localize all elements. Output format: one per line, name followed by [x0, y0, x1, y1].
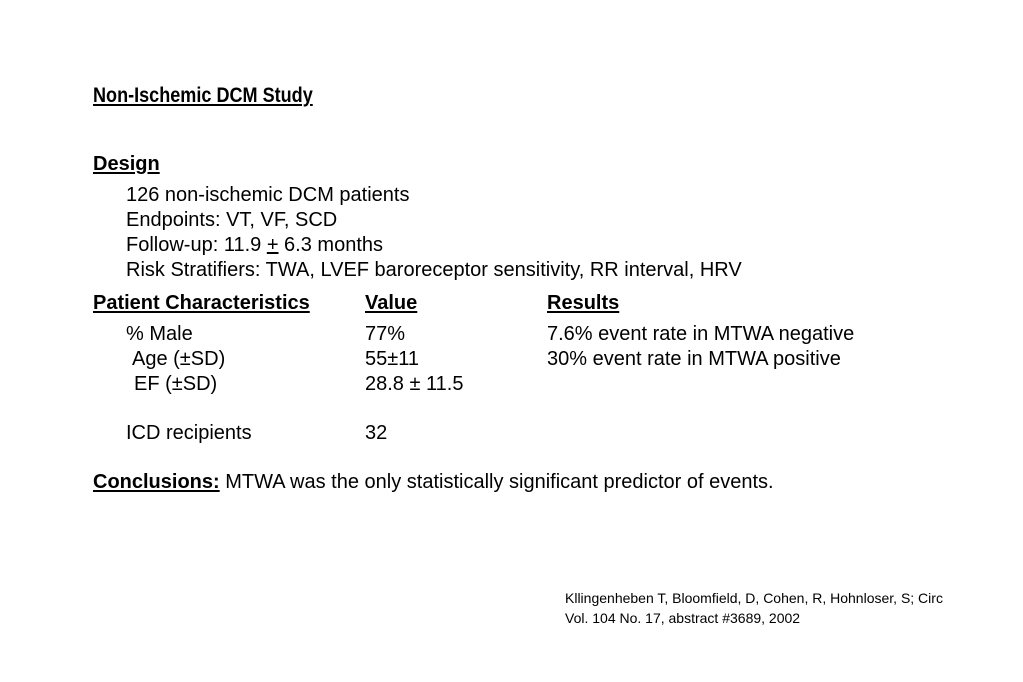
row-male-label: % Male — [126, 323, 193, 345]
row-age-result: 30% event rate in MTWA positive — [547, 348, 841, 370]
citation-line-2: Vol. 104 No. 17, abstract #3689, 2002 — [565, 610, 801, 626]
header-results: Results — [547, 292, 620, 314]
citation — [565, 588, 943, 628]
design-line-endpoints: Endpoints: VT, VF, SCD — [126, 209, 338, 231]
followup-prefix: Follow-up: 11.9 — [126, 234, 267, 256]
row-male-result: 7.6% event rate in MTWA negative — [547, 323, 855, 345]
header-value: Value — [365, 292, 418, 314]
conclusions-label: Conclusions: — [93, 471, 220, 493]
row-male-value: 77% — [365, 323, 406, 345]
row-ef-value: 28.8 ± 11.5 — [365, 373, 464, 395]
design-heading: Design — [93, 153, 160, 175]
followup-suffix: 6.3 months — [278, 234, 384, 256]
row-ef-label: EF (±SD) — [134, 373, 218, 395]
conclusions-line — [93, 471, 774, 494]
design-line-followup — [126, 234, 383, 257]
row-icd-label: ICD recipients — [126, 422, 252, 444]
citation-line-1: Kllingenheben T, Bloomfield, D, Cohen, R, Hohnloser, S; Circ — [565, 590, 943, 606]
row-age-label: Age (±SD) — [132, 348, 226, 370]
row-age-value: 55±11 — [365, 348, 419, 370]
design-line-patients: 126 non-ischemic DCM patients — [126, 184, 410, 206]
slide-title: Non-Ischemic DCM Study — [93, 84, 313, 107]
header-patient-characteristics: Patient Characteristics — [93, 292, 310, 314]
design-line-stratifiers: Risk Stratifiers: TWA, LVEF baroreceptor sensitivity, RR interval, HRV — [126, 259, 742, 281]
followup-plus-minus: + — [266, 234, 279, 256]
conclusions-text: MTWA was the only statistically significant predictor of events. — [219, 471, 774, 493]
row-icd-value: 32 — [365, 422, 388, 444]
